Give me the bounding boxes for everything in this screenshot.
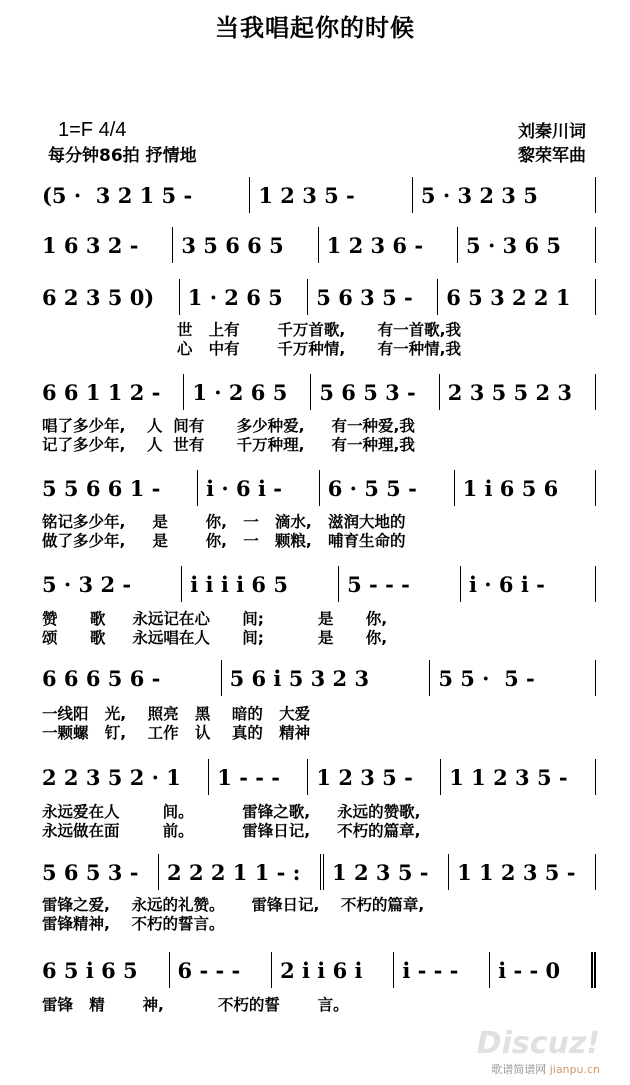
measure: 1 2 3 5 - (308, 759, 441, 795)
measure: i · 6 i - (198, 470, 320, 506)
score-row (40, 279, 596, 315)
score-row (40, 177, 596, 213)
measure: 6 6 6 5 6 - (40, 660, 222, 696)
lyrics-line: 心 中有 千万种情, 有一种情,我 (42, 340, 462, 358)
measure: 5 6 5 3 - (40, 854, 159, 890)
lyrics-line: 铭记多少年, 是 你, 一 滴水, 滋润大地的 (42, 513, 406, 531)
lyrics-line: 世 上有 千万首歌, 有一首歌,我 (42, 321, 462, 339)
credits (518, 120, 586, 168)
measure: 5 6 5 3 - (311, 374, 439, 410)
score-row (40, 227, 596, 263)
lyrics-line: 雷锋之爱, 永远的礼赞。 雷锋日记, 不朽的篇章, (42, 896, 425, 914)
lyrics-line: 颂 歌 永远唱在人 间; 是 你, (42, 629, 388, 647)
measure: 6 · 5 5 - (320, 470, 455, 506)
lyrics-line: 永远爱在人 间。 雷锋之歌, 永远的赞歌, (42, 803, 421, 821)
measure: 1 · 2 6 5 (184, 374, 311, 410)
key-time-signature: 1=F 4/4 (58, 119, 127, 141)
measure: 6 5 i 6 5 (40, 952, 170, 988)
song-title: 当我唱起你的时候 (215, 14, 415, 42)
lyrics-line: 唱了多少年, 人 间有 多少种爱, 有一种爱,我 (42, 417, 415, 435)
measure: 1 i 6 5 6 (455, 470, 596, 506)
measure: i - - - (394, 952, 490, 988)
score-row (40, 374, 596, 410)
lyrics-line: 雷锋精神, 不朽的誓言。 (42, 915, 225, 933)
measure: 6 6 1 1 2 - (40, 374, 184, 410)
lyrics-line: 一线阳 光, 照亮 黑 暗的 大爱 (42, 705, 311, 723)
tempo-marking: 每分钟86拍 抒情地 (48, 146, 197, 166)
measure: 5 5 6 6 1 - (40, 470, 198, 506)
measure: 2 3 5 5 2 3 (440, 374, 596, 410)
measure: 6 - - - (170, 952, 273, 988)
measure: 5 · 3 2 3 5 (413, 177, 596, 213)
measure: (5 · 3 2 1 5 - (40, 177, 250, 213)
measure: 1 1 2 3 5 - (449, 854, 596, 890)
lyrics-line: 记了多少年, 人 世有 千万种理, 有一种理,我 (42, 436, 415, 454)
watermark-site: jianpu.cn (549, 1063, 600, 1076)
watermark-site-cn: 歌谱简谱网 (491, 1063, 547, 1076)
measure: i i i i 6 5 (182, 566, 339, 602)
measure: 1 1 2 3 5 - (441, 759, 596, 795)
watermark-site-line (491, 1061, 600, 1077)
score-row (40, 854, 596, 890)
lyricist: 刘秦川词 (518, 122, 586, 142)
score-row (40, 952, 596, 988)
measure: 1 6 3 2 - (40, 227, 173, 263)
lyrics-line: 做了多少年, 是 你, 一 颗粮, 哺育生命的 (42, 532, 406, 550)
measure: 5 5 · 5 - (430, 660, 596, 696)
measure: 5 - - - (339, 566, 461, 602)
measure: 2 i i 6 i (272, 952, 394, 988)
lyrics-line: 赞 歌 永远记在心 间; 是 你, (42, 610, 388, 628)
measure: i · 6 i - (461, 566, 596, 602)
measure: 3 5 6 6 5 (173, 227, 318, 263)
measure: 2 2 2 1 1 - : (159, 854, 324, 890)
measure: 6 2 3 5 0) (40, 279, 180, 315)
score-row (40, 566, 596, 602)
score-row (40, 759, 596, 795)
measure: 5 6 3 5 - (308, 279, 438, 315)
watermark (477, 1027, 600, 1077)
measure: 2 2 3 5 2 · 1 (40, 759, 209, 795)
measure: 6 5 3 2 2 1 (438, 279, 596, 315)
measure: 5 · 3 6 5 (458, 227, 596, 263)
measure: 5 6 i 5 3 2 3 (222, 660, 431, 696)
lyrics-line: 雷锋 精 神, 不朽的誓 言。 (42, 996, 349, 1014)
composer: 黎荣军曲 (518, 146, 586, 166)
lyrics-line: 一颗螺 钉, 工作 认 真的 精神 (42, 724, 311, 742)
score-row (40, 660, 596, 696)
measure: 5 · 3 2 - (40, 566, 182, 602)
score-row (40, 470, 596, 506)
measure: 1 2 3 5 - (324, 854, 449, 890)
measure: 1 - - - (209, 759, 308, 795)
lyrics-line: 永远做在面 前。 雷锋日记, 不朽的篇章, (42, 822, 421, 840)
measure: 1 · 2 6 5 (180, 279, 309, 315)
measure: 1 2 3 6 - (319, 227, 458, 263)
measure: i - - 0 (490, 952, 596, 988)
measure: 1 2 3 5 - (250, 177, 413, 213)
watermark-brand: Discuz! (476, 1026, 600, 1061)
